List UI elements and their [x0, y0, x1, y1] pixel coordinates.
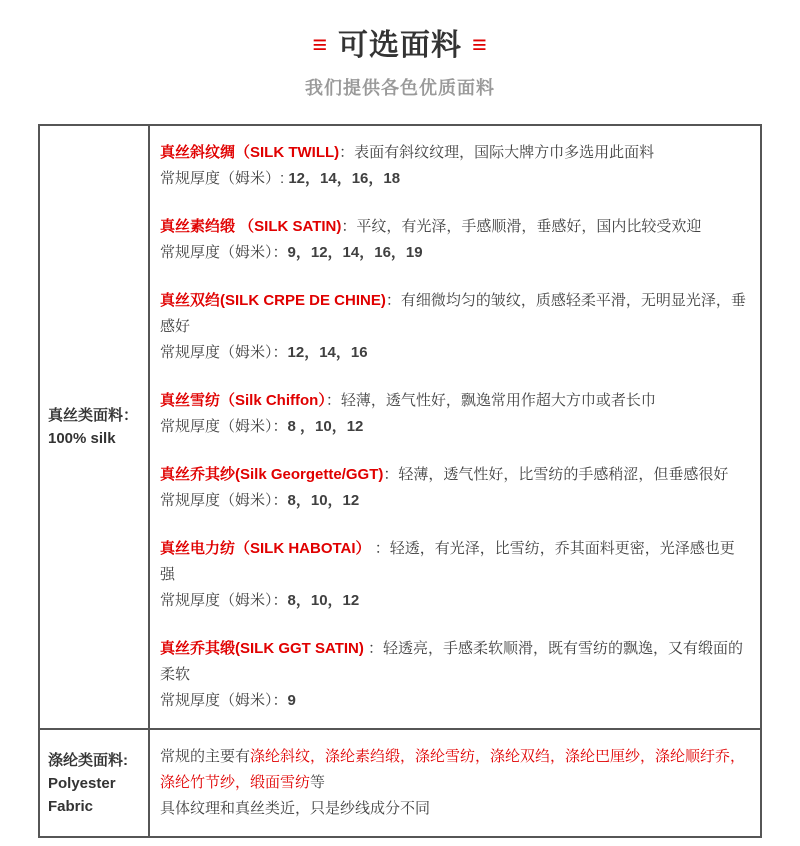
thickness-label: 常规厚度（姆米）：: [160, 418, 288, 435]
category-cell-silk: [39, 125, 149, 729]
polyester-line: [160, 744, 746, 796]
fabric-name: 真丝雪纺（Silk Chiffon）: [160, 392, 326, 409]
fabric-desc: ：轻透亮，手感柔软顺滑，既有雪纺的飘逸，又有缎面的柔软: [160, 640, 744, 683]
category-label: 真丝类面料：: [48, 407, 139, 424]
fabric-desc: ：轻透，有光泽，比雪纺，乔其面料更密，光泽感也更强: [160, 540, 735, 583]
polyester-note: 具体纹理和真丝类近，只是纱线成分不同: [160, 800, 431, 817]
thickness-values: 8，10，12: [287, 592, 360, 609]
thickness-line: [160, 488, 746, 514]
polyester-suffix: 等: [310, 774, 326, 791]
fabric-desc: ：轻薄，透气性好，比雪纺的手感稍涩，但垂感很好: [383, 466, 729, 483]
fabric-name: 真丝电力纺（SILK HABOTAI）: [160, 540, 371, 557]
thickness-line: [160, 166, 746, 192]
fabric-desc: ：轻薄，透气性好，飘逸常用作超大方巾或者长巾: [325, 392, 656, 409]
content-cell-silk: [149, 125, 761, 729]
fabric-table: [38, 124, 762, 838]
fabric-name: 真丝乔其缎(SILK GGT SATIN): [160, 640, 369, 657]
thickness-line: [160, 414, 746, 440]
fabric-item: [160, 388, 746, 440]
thickness-line: [160, 340, 746, 366]
table-row-polyester: [39, 729, 761, 837]
thickness-label: 常规厚度（姆米）：: [160, 344, 288, 361]
thickness-line: [160, 240, 746, 266]
thickness-values: 12，14，16: [287, 344, 368, 361]
thickness-values: 8，10，12: [287, 492, 360, 509]
page-title-text: 可选面料: [338, 29, 462, 62]
fabric-name: 真丝乔其纱(Silk Georgette/GGT): [160, 466, 384, 483]
fabric-line: [160, 214, 746, 240]
fabric-desc: ：平纹，有光泽，手感顺滑，垂感好，国内比较受欢迎: [341, 218, 702, 235]
fabric-line: [160, 536, 746, 588]
fabric-line: [160, 288, 746, 340]
category-sub: 100% silk: [48, 430, 116, 447]
fabric-name: 真丝素绉缎 （SILK SATIN): [160, 218, 342, 235]
thickness-label: 常规厚度（姆米）：: [160, 492, 288, 509]
fabric-name: 真丝斜纹绸（SILK TWILL): [160, 144, 340, 161]
polyester-prefix: 常规的主要有: [160, 748, 251, 765]
title-decor-left-icon: ≡: [312, 31, 328, 59]
fabric-item: [160, 214, 746, 266]
fabric-item: [160, 140, 746, 192]
thickness-label: 常规厚度（姆米）:: [160, 170, 289, 187]
fabric-line: [160, 140, 746, 166]
thickness-line: [160, 588, 746, 614]
thickness-line: [160, 688, 746, 714]
fabric-line: [160, 636, 746, 688]
category-sub: Polyester Fabric: [48, 774, 116, 815]
fabric-desc: ：有细微均匀的皱纹，质感轻柔平滑，无明显光泽，垂感好: [160, 292, 746, 335]
fabric-item: [160, 536, 746, 614]
thickness-values: 8 ，10，12: [287, 418, 364, 435]
thickness-values: 12，14，16，18: [288, 170, 401, 187]
thickness-label: 常规厚度（姆米）：: [160, 692, 288, 709]
polyester-fabric-list: 涤纶斜纹，涤纶素绉缎，涤纶雪纺，涤纶双绉，涤纶巴厘纱，涤纶顺纡乔，涤纶竹节纱，缎面雪纺: [160, 748, 746, 791]
fabric-item: [160, 288, 746, 366]
fabric-item: [160, 462, 746, 514]
fabric-item: [160, 636, 746, 714]
category-label: 涤纶类面料:: [48, 751, 128, 769]
thickness-label: 常规厚度（姆米）：: [160, 244, 288, 261]
fabric-line: [160, 388, 746, 414]
thickness-values: 9，12，14，16，19: [287, 244, 423, 261]
page-subtitle: 我们提供各色优质面料: [305, 78, 495, 98]
page-header: [0, 0, 800, 100]
fabric-desc: ：表面有斜纹纹理，国际大牌方巾多选用此面料: [339, 144, 655, 161]
fabric-name: 真丝双绉(SILK CRPE DE CHINE): [160, 292, 386, 309]
thickness-label: 常规厚度（姆米）：: [160, 592, 288, 609]
thickness-values: 9: [287, 692, 296, 709]
category-cell-polyester: [39, 729, 149, 837]
content-cell-polyester: [149, 729, 761, 837]
fabric-line: [160, 462, 746, 488]
table-row-silk: [39, 125, 761, 729]
page-title: [0, 20, 800, 64]
title-decor-right-icon: ≡: [472, 31, 488, 59]
